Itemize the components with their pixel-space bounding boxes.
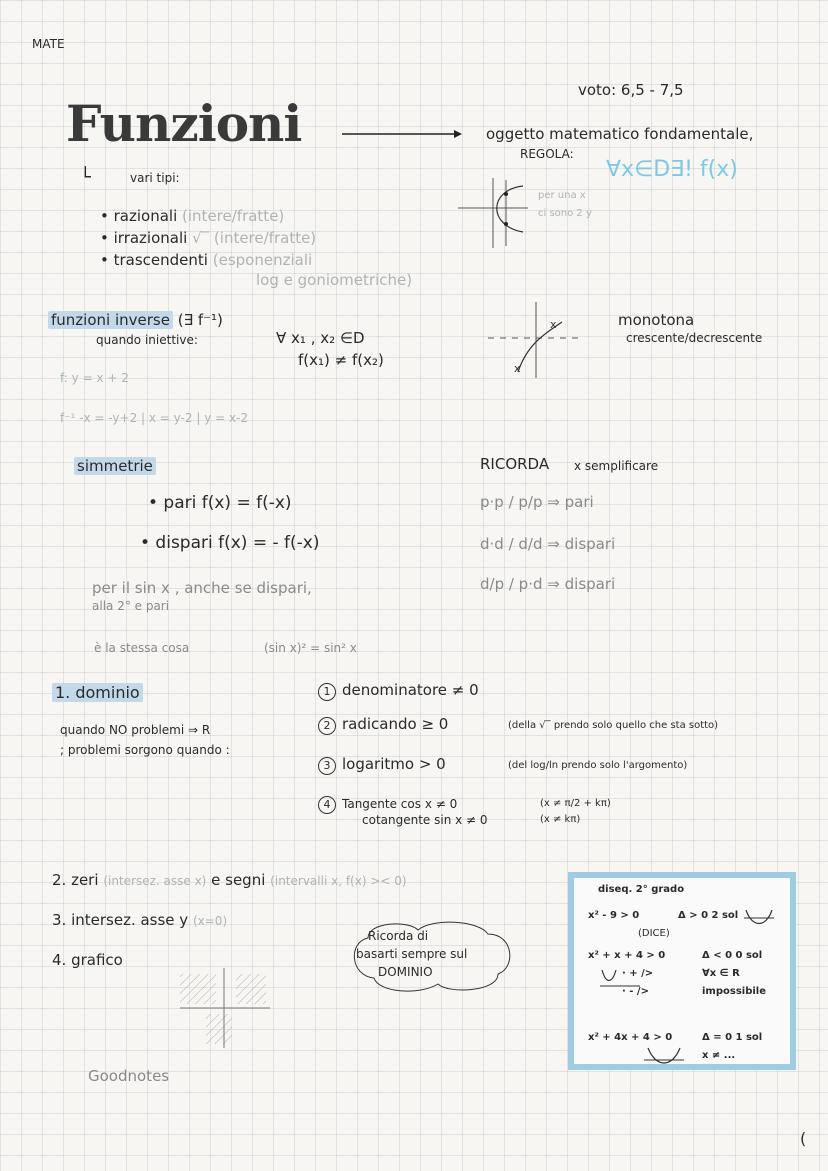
type-item: • irrazionali √‾ (intere/fratte) — [100, 229, 317, 247]
type-item: • razionali (intere/fratte) — [100, 207, 285, 225]
ricorda-subtitle: x semplificare — [574, 459, 659, 473]
margin-mark: ( — [800, 1129, 807, 1148]
dominio-condition: 1 denominatore ≠ 0 — [318, 682, 479, 701]
vertical-line-graph — [458, 178, 528, 248]
ricorda-row: d/p / p·d ⇒ dispari — [480, 575, 616, 593]
symmetry-note4: (sin x)² = sin² x — [264, 641, 357, 655]
ricorda-row: p·p / p/p ⇒ pari — [480, 493, 594, 511]
title-arrow — [342, 128, 462, 140]
dominio-condition-note: (x ≠ kπ) — [540, 814, 581, 825]
definition-line1: oggetto matematico fondamentale, — [486, 125, 754, 143]
reminder-line2: basarti sempre sul — [356, 947, 468, 961]
graph-note-1: per una x — [538, 190, 586, 201]
diseq-row: (DICE) — [638, 928, 670, 939]
sign-graph — [180, 968, 270, 1048]
dominio-note1: quando NO problemi ⇒ R — [60, 723, 211, 737]
diseq-row: Δ > 0 2 sol — [678, 910, 739, 921]
parabola-up-icon — [744, 906, 774, 928]
diseq-row: · + /> — [622, 968, 654, 979]
diseq-row: x² - 9 > 0 — [588, 910, 640, 921]
graph-note-2: ci sono 2 y — [538, 208, 592, 219]
diseq-row: x ≠ ... — [702, 1050, 736, 1061]
monotona-graph — [488, 302, 578, 378]
diseq-title: diseq. 2° grado — [598, 884, 685, 895]
parabola-sketch-icon — [600, 968, 640, 988]
dominio-condition-note: (della √‾ prendo solo quello che sta sotto) — [508, 720, 719, 731]
svg-text:x: x — [550, 318, 557, 331]
symmetry-note1: per il sin x , anche se dispari, — [92, 579, 312, 597]
diseq-row: x² + 4x + 4 > 0 — [588, 1032, 673, 1043]
inverse-rule2: f(x₁) ≠ f(x₂) — [298, 351, 384, 369]
diseq-row: Δ = 0 1 sol — [702, 1032, 763, 1043]
dominio-condition: cotangente sin x ≠ 0 — [362, 813, 488, 827]
inverse-title: funzioni inverse (∃ f⁻¹) — [48, 312, 223, 329]
goodnotes-watermark: Goodnotes — [88, 1067, 170, 1085]
monotona-label: monotona — [618, 311, 695, 329]
diseq-row: · - /> — [622, 986, 649, 997]
symmetry-note3: è la stessa cosa — [94, 641, 190, 655]
ricorda-title: RICORDA — [480, 455, 550, 473]
reminder-line1: Ricorda di — [368, 929, 429, 943]
parabola-tangent-icon — [644, 1046, 684, 1066]
type-item-note: log e goniometriche) — [256, 271, 413, 289]
step-grafico: 4. grafico — [52, 951, 123, 969]
inverse-example2: f⁻¹ -x = -y+2 | x = y-2 | y = x-2 — [60, 411, 249, 425]
reminder-line3: DOMINIO — [378, 965, 433, 979]
voto-label: voto: 6,5 - 7,5 — [578, 81, 684, 99]
step-intersez: 3. intersez. asse y (x=0) — [52, 911, 228, 929]
dominio-condition-note: (del log/ln prendo solo l'argomento) — [508, 760, 688, 771]
step-zeri: 2. zeri (intersez. asse x) e segni (intervalli x, f(x) >< 0) — [52, 871, 407, 889]
definition-line2: REGOLA: — [520, 147, 574, 161]
diseq-row: ∀x ∈ R — [702, 968, 740, 979]
symmetry-dispari: • dispari f(x) = - f(-x) — [140, 533, 320, 553]
inverse-condition: quando iniettive: — [96, 333, 198, 347]
symmetry-pari: • pari f(x) = f(-x) — [148, 493, 292, 513]
symmetry-note2: alla 2° e pari — [92, 599, 170, 613]
diseq-row: impossibile — [702, 986, 767, 997]
symmetry-title: simmetrie — [74, 458, 156, 475]
dominio-condition: 3 logaritmo > 0 — [318, 756, 446, 775]
dominio-condition-note: (x ≠ π/2 + kπ) — [540, 798, 611, 809]
diseq-row: Δ < 0 0 sol — [702, 950, 763, 961]
inverse-rule1: ∀ x₁ , x₂ ∈D — [276, 329, 365, 347]
inverse-example1: f: y = x + 2 — [60, 371, 129, 385]
dominio-condition: 4 Tangente cos x ≠ 0 — [318, 796, 457, 814]
dominio-note2: ; problemi sorgono quando : — [60, 743, 230, 757]
svg-text:x: x — [514, 362, 521, 375]
definition-formula: ∀x∈D∃! f(x) — [606, 157, 738, 182]
subject-label: MATE — [32, 37, 65, 51]
types-intro: vari tipi: — [130, 171, 180, 185]
type-item: • trascendenti (esponenziali — [100, 251, 313, 269]
corner-mark: └ — [80, 167, 91, 188]
dominio-condition: 2 radicando ≥ 0 — [318, 716, 448, 735]
page-title: Funzioni — [66, 94, 302, 153]
ricorda-row: d·d / d/d ⇒ dispari — [480, 535, 616, 553]
monotona-sub: crescente/decrescente — [626, 331, 763, 345]
diseq-row: x² + x + 4 > 0 — [588, 950, 666, 961]
diseq-box — [568, 872, 796, 1070]
dominio-title: 1. dominio — [52, 684, 143, 702]
